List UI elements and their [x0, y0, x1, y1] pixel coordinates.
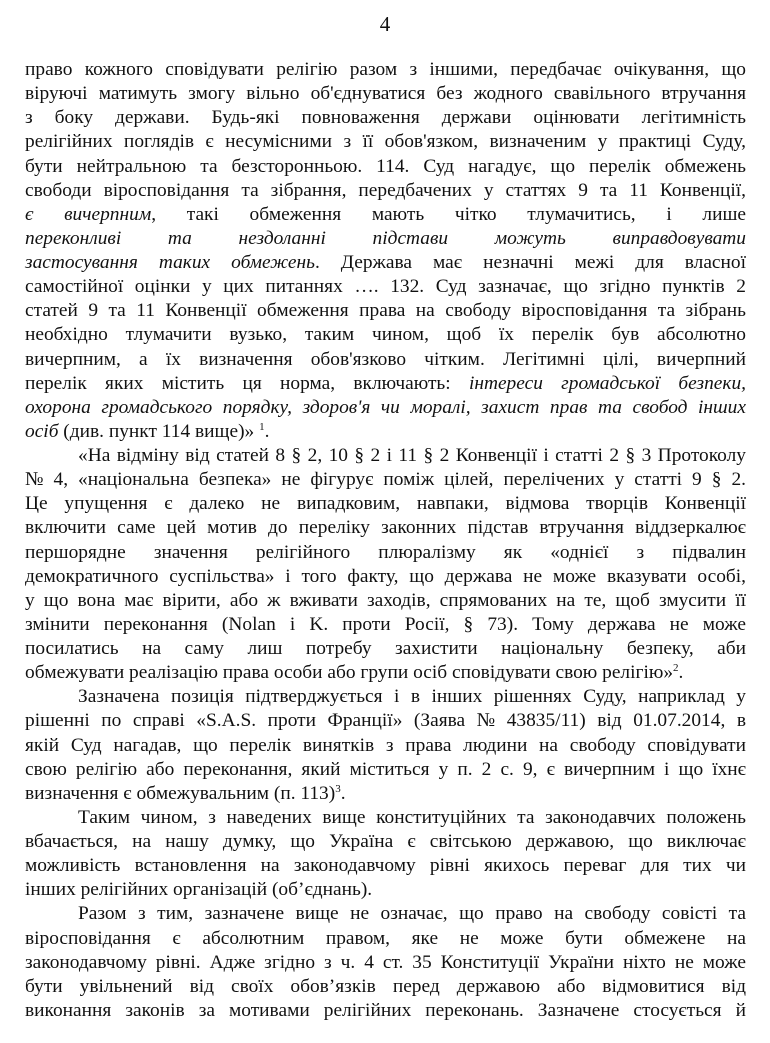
text-line	[25, 565, 746, 589]
text-line-content	[25, 758, 746, 782]
text-line	[25, 179, 746, 203]
text-line	[25, 130, 746, 154]
italic-text: застосування таких обмежень	[25, 252, 315, 273]
text-run: Разом з тим, зазначене вище не означає, що право на свободу совісті та	[78, 903, 746, 925]
text-line-content	[25, 951, 746, 975]
text-line	[25, 372, 746, 396]
text-run: Таким чином, з наведених вище конституційних та законодавчих положень	[78, 806, 746, 828]
text-line	[25, 927, 746, 951]
text-line	[25, 709, 746, 733]
italic-text: є вичерпним	[25, 203, 152, 225]
text-run: перелік яких містить ця норма, включають:	[25, 372, 469, 394]
text-run: Зазначена позиція підтверджується і в інших рішеннях Суду, наприклад у	[78, 686, 746, 708]
text-line	[25, 782, 746, 806]
text-line	[25, 516, 746, 540]
text-run: вбачається, на нашу думку, що Україна є світською державою, що виключає	[25, 831, 746, 852]
text-line-content	[25, 130, 746, 154]
text-run: у що вона має вірити, або ж вживати заходів, спрямованих на те, щоб змусити її	[25, 589, 746, 611]
text-line-content	[78, 444, 746, 468]
text-line-content	[25, 830, 746, 854]
text-line	[25, 878, 746, 902]
text-run: .	[264, 420, 270, 442]
text-run: бути увільнений від своїх обов’язків перед державою або відмовитися від	[25, 975, 746, 997]
text-run: необхідно тлумачити вузько, таким чином, щоб їх перелік був абсолютно	[25, 324, 746, 346]
text-run: свою релігію або переконання, який міститься у п. 2 с. 9, є вичерпним і що їхнє	[25, 758, 746, 780]
text-line-content	[25, 637, 746, 661]
text-run: законодавчому рівні. Адже згідно з ч. 4 ст. 35 Конституції України ніхто не може	[25, 951, 746, 973]
text-run: вичерпним, а їх визначення обов'язково чітким. Легітимні цілі, вичерпний	[25, 348, 746, 370]
text-run: віросповідання є абсолютним правом, яке не може бути обмежене на	[25, 927, 746, 949]
text-line	[25, 251, 746, 275]
text-line-content	[25, 82, 746, 106]
text-line-content	[25, 251, 746, 275]
text-line	[25, 106, 746, 130]
text-line	[25, 203, 746, 227]
footnote-reference: 2	[673, 662, 679, 675]
text-line-content	[25, 468, 746, 492]
text-line	[25, 155, 746, 179]
text-line	[25, 396, 746, 420]
text-line-content	[25, 878, 372, 902]
text-line-content	[25, 227, 746, 251]
text-line	[25, 492, 746, 516]
text-line-content	[25, 58, 746, 82]
text-line	[25, 854, 746, 878]
text-run: віруючі матимуть змогу вільно об'єднуватися без жодного свавільного втручання	[25, 83, 746, 105]
text-run: .	[340, 782, 346, 804]
text-run: , такі обмеження мають чітко тлумачитись, і лише	[151, 203, 746, 225]
text-run: можливість встановлення на законодавчому рівні якихось переваг для тих чи	[25, 855, 746, 877]
text-run: посилатись на саму лиш потребу захистити національну безпеку, аби	[25, 638, 746, 659]
document-body	[25, 58, 746, 1023]
text-run: обмежувати реалізацію права особи або групи осіб сповідувати свою релігію»	[25, 662, 674, 684]
text-line	[25, 468, 746, 492]
text-line	[25, 541, 746, 565]
text-line	[25, 589, 746, 613]
text-line	[25, 299, 746, 323]
text-line-content	[25, 323, 746, 347]
text-run: включити саме цей мотив до переліку законних підстав втручання віддзеркалює	[25, 517, 746, 539]
text-line	[25, 902, 746, 926]
italic-text: осіб	[25, 420, 59, 442]
text-line-content	[25, 299, 746, 323]
text-line-content	[25, 492, 746, 516]
text-line-content	[25, 709, 746, 733]
text-line-content	[25, 541, 746, 565]
text-line-content	[25, 155, 746, 179]
text-run: (див. пункт 114 вище)»	[58, 420, 260, 442]
text-line	[25, 637, 746, 661]
text-line	[25, 227, 746, 251]
text-line	[25, 275, 746, 299]
text-line-content	[78, 806, 746, 830]
text-line	[25, 661, 746, 685]
text-line	[25, 830, 746, 854]
text-run: «На відміну від статей 8 § 2, 10 § 2 і 11 § 2 Конвенції і статті 2 § 3 Протоколу	[78, 445, 746, 466]
text-line	[25, 975, 746, 999]
text-line-content	[25, 854, 746, 878]
text-run: свободи віросповідання та зібрання, передбачених у статтях 9 та 11 Конвенції,	[25, 179, 746, 201]
text-line-content	[25, 348, 746, 372]
text-run: виконання законів за мотивами релігійних переконань. Зазначене стосується й	[25, 999, 746, 1021]
text-run: . Держава має незначні межі для власної	[314, 252, 746, 273]
text-run: самостійної оцінки у цих питаннях …. 132. Суд зазначає, що згідно пунктів 2	[25, 276, 746, 298]
text-line-content	[25, 927, 746, 951]
italic-text: інтереси громадської безпеки,	[468, 372, 746, 394]
text-run: № 4, «національна безпека» не фігурує поміж цілей, перелічених у статті 9 § 2.	[25, 469, 746, 491]
text-run: якій Суд нагадав, що перелік винятків з права людини на свободу сповідувати	[25, 734, 746, 756]
text-run: інших релігійних організацій (об’єднань).	[25, 879, 373, 901]
text-line	[25, 58, 746, 82]
text-line	[25, 806, 746, 830]
text-line-content	[78, 902, 746, 926]
text-line-content	[25, 589, 746, 613]
italic-text: переконливі та нездоланні підстави можуть виправдовувати	[25, 227, 746, 249]
text-line	[25, 758, 746, 782]
page-number: 4	[379, 12, 391, 36]
text-line-content	[25, 372, 746, 396]
text-run: бути нейтральною та безсторонньою. 114. Суд нагадує, що перелік обмежень	[25, 155, 746, 177]
text-line	[25, 613, 746, 637]
text-line-content	[78, 685, 746, 709]
text-run: з боку держави. Будь-які повноваження держави оцінювати легітимність	[25, 107, 746, 129]
text-line-content	[25, 203, 746, 227]
text-line-content	[25, 999, 746, 1023]
italic-text: охорона громадського порядку, здоров'я чи моралі, захист прав та свобод інших	[25, 396, 746, 418]
text-line	[25, 951, 746, 975]
text-line-content	[25, 613, 746, 637]
text-line	[25, 685, 746, 709]
footnote-reference: 1	[259, 420, 265, 433]
footnote-reference: 3	[335, 782, 341, 795]
text-run: рішенні по справі «S.A.S. проти Франції» (Заява № 43835/11) від 01.07.2014, в	[25, 710, 746, 732]
text-line-content	[25, 565, 746, 589]
text-line-content	[25, 734, 746, 758]
text-run: визначення є обмежувальним (п. 113)	[25, 782, 336, 804]
text-run: право кожного сповідувати релігію разом з іншими, передбачає очікування, що	[25, 59, 746, 80]
text-line-content	[25, 516, 746, 540]
text-run: першорядне значення релігійного плюралізму як «однієї з підвалин	[25, 541, 746, 563]
text-run: релігійних поглядів є несумісними з її обов'язком, визначеним у практиці Суду,	[25, 131, 746, 153]
text-line-content	[25, 106, 746, 130]
text-line	[25, 323, 746, 347]
text-run: змінити переконання (Nolan і K. проти Росії, § 73). Тому держава не може	[25, 613, 746, 635]
text-line	[25, 348, 746, 372]
text-line	[25, 444, 746, 468]
text-line-content	[25, 975, 746, 999]
text-line	[25, 82, 746, 106]
text-line	[25, 420, 746, 444]
text-run: .	[678, 662, 684, 684]
text-run: статей 9 та 11 Конвенції обмеження права на свободу віросповідання та зібрань	[25, 300, 746, 322]
text-run: Це упущення є далеко не випадковим, навпаки, відмова творців Конвенції	[25, 493, 746, 515]
text-line-content	[25, 420, 269, 444]
text-line-content	[25, 275, 746, 299]
text-line	[25, 999, 746, 1023]
text-line-content	[25, 782, 346, 806]
text-line-content	[25, 661, 683, 685]
text-line-content	[25, 396, 746, 420]
text-run: демократичного суспільства» і того факту, що держава не може вказувати особі,	[25, 565, 746, 587]
text-line-content	[25, 179, 746, 203]
text-line	[25, 734, 746, 758]
